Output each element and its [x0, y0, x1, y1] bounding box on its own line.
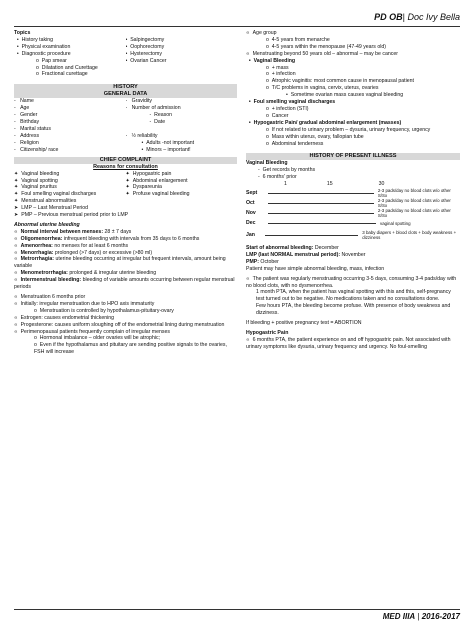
header-rule	[14, 26, 460, 27]
timeline-scale: 1 15 30	[284, 181, 385, 188]
hypo-item: o Abdominal tenderness	[266, 140, 324, 147]
cc-subtitle: Reasons for consultation	[93, 163, 158, 170]
right-column	[246, 30, 460, 351]
age-group: ∝ Age group	[246, 30, 277, 36]
topic-item: • Salpingectomy	[125, 36, 165, 43]
menstruating-note: ∝ Menstruating beyond 50 years old – abnormal – may be cancer	[246, 50, 398, 57]
pmp-definition: ➤ PMP – Previous menstrual period prior to LMP	[14, 212, 129, 219]
cc-item: ✦ Foul smelling vaginal discharges	[14, 191, 97, 198]
lmp-value: LMP (last NORMAL menstrual period): November	[246, 251, 366, 258]
case-line: 1 month PTA, when the patient has vaginal spotting with this and this, self-pregnancy test turned out to be negative. No medications taken and no consultations done.	[256, 289, 451, 303]
cc-grid	[14, 171, 237, 206]
hpi-banner: HISTORY OF PRESENT ILLNESS	[246, 153, 460, 160]
cc-item: ✦ Dyspareunia	[125, 184, 162, 191]
footer-course: MED IIIA	[382, 612, 416, 621]
footer-year: 2016-2017	[421, 612, 460, 621]
history-banner: HISTORY	[14, 84, 237, 91]
topic-item: • Hysterectomy	[125, 50, 162, 57]
timeline-row: Jan 3 baby diapers + blood clots + body weakness + dizziness	[246, 230, 457, 241]
foul-item: o Cancer	[266, 112, 289, 119]
topic-item: • Ovarian Cancer	[125, 57, 167, 64]
note-item: ∝ Menstruation 6 months prior	[14, 294, 86, 300]
cc-item: ✦ Vaginal bleeding	[14, 170, 60, 177]
lmp-definition: ➤ LMP – Last Menstrual Period	[14, 205, 89, 212]
patient-note: Patient may have simple abnormal bleeding, mass, infection	[246, 265, 385, 272]
cc-item: ✦ Profuse vaginal bleeding	[125, 191, 190, 198]
topic-item: • Oophorectomy	[125, 43, 165, 50]
aub-item: ∝ Intermenstrual bleeding: bleeding of variable amounts occurring between regular menstrual periods	[14, 277, 235, 291]
gd-item: - Number of admission	[125, 105, 181, 112]
gd-item: - Citizenship/ race	[14, 146, 59, 153]
topic-item: • Physical examination	[14, 43, 71, 50]
gd-item: - Gender	[14, 112, 38, 119]
aub-item: ∝ Metrorrhagia: uterine bleeding occurring at irregular but frequent intervals, amount being variable	[14, 256, 226, 270]
gd-item: - Age	[14, 105, 30, 112]
cc-item: ✦ Menstrual abnormalities	[14, 198, 77, 205]
timeline-row: Dec vaginal spotting	[246, 219, 411, 226]
aub-item: ∝ Menorrhagia: prolonged (>7 days) or excessive (>80 ml)	[14, 249, 153, 256]
page-header: PD OB| Doc Ivy Bella	[374, 12, 460, 22]
aub-item: ∝ Oligomenorrhea: infrequent bleeding with intervals from 35 days to 6 months	[14, 235, 200, 242]
general-data-grid	[14, 98, 237, 153]
gd-item: - Gravidity	[125, 98, 153, 105]
gd-item: - Birthday	[14, 119, 40, 126]
hypo-item: o If not related to urinary problem – dysuria, urinary frequency, urgency	[266, 126, 431, 133]
hp-title: Hypogastric Pain	[246, 330, 289, 336]
pmp-value: PMP: October	[246, 258, 279, 265]
aub-item: ∝ Menometrorrhagia: prolonged & irregular uterine bleeding	[14, 270, 157, 277]
abortion-rule: If bleeding + positive pregnancy test = ABORTION	[246, 320, 362, 327]
gd-item: - Address	[14, 132, 40, 139]
topics-grid	[14, 37, 237, 78]
topics-label: Topics	[14, 30, 31, 36]
gd-item: - Religion	[14, 139, 39, 146]
note-item: ∝ Progesterone: causes uniform sloughing off of the endometrial lining during menstruation	[14, 321, 225, 328]
chief-complaint-banner: CHIEF COMPLAINT	[14, 157, 237, 164]
cc-item: ✦ Vaginal spotting	[14, 177, 58, 184]
vb2-title: Vaginal Bleeding	[246, 160, 288, 167]
note-item: ∝ Estrogen: causes endometrial thickening	[14, 314, 115, 321]
timeline-row: Sept 2-3 pads/day no blood clots w/o other S/Sx	[246, 188, 451, 199]
gd-item: - ½ reliability	[125, 132, 158, 139]
age-item: o 4-5 years within the menopause (47-49 years old)	[266, 43, 386, 50]
note-subitem: o Menstruation is controlled by hypothalamus-pituitary-ovary	[34, 307, 174, 314]
timeline-row: Oct 2-3 pads/day no blood clots w/o other S/Sx	[246, 198, 451, 209]
foul-title: • Foul smelling vaginal discharges	[246, 99, 336, 106]
note-subitem: o Hormonal imbalance – older ovaries will be atrophic;	[34, 335, 161, 342]
note-item: ∝ Perimenopausal patients frequently complain of irregular menses	[14, 328, 170, 335]
gd-item: - Name	[14, 98, 34, 105]
page-footer: MED IIIA | 2016-2017	[382, 612, 460, 621]
cc-item: ✦ Vaginal pruritus	[14, 184, 57, 191]
header-author: Doc Ivy Bella	[407, 12, 460, 22]
aub-item: ∝ Amenorrhea: no menses for at least 6 months	[14, 242, 129, 249]
vb-item: o + infection	[266, 71, 296, 78]
gd-subitem: • Minors – important!	[141, 146, 191, 153]
note-subitem: o Even if the hypothalamus and pituitary are sending positive signals to the ovaries, FSH will increase	[34, 342, 227, 356]
aub-title: Abnormal uterine bleeding	[14, 221, 80, 228]
case-line: ∝ The patient was regularly menstruating occurring 3-5 days, consuming 3-4 pads/day with no blood clots, with no dysmenorrhea.	[246, 275, 457, 289]
hypo-title: • Hypogastric Pain/ gradual abdominal enlargement (masses)	[246, 119, 402, 126]
footer-rule	[14, 609, 460, 610]
gd-subitem: • Adults -not important	[141, 139, 195, 146]
header-title: PD OB	[374, 12, 403, 22]
left-column	[14, 30, 237, 356]
gd-subitem: - Reason	[149, 112, 173, 119]
timeline-row: Nov 2-3 pads/day no blood clots w/o other S/Sx	[246, 208, 451, 219]
topic-item: • History taking	[14, 36, 54, 43]
vb-subitem: • Sometime ovarian mass causes vaginal bleeding	[286, 92, 404, 99]
gd-item: - Marital status	[14, 125, 51, 132]
age-item: o 4-5 years from menarche	[266, 36, 330, 43]
gd-subitem: - Date	[149, 119, 166, 126]
topic-subitem: o Pap smear	[36, 57, 67, 64]
note-item: ∝ Initially: irregular menstruation due to HPO axis immaturity	[14, 300, 155, 307]
hp-text: ∝ 6 months PTA, the patient experience on and off hypogastric pain. Not associated with urinary symptoms like dysuria, urinary frequency and urgency. No foul-smelling	[246, 336, 451, 350]
general-data-banner: GENERAL DATA	[14, 91, 237, 98]
cc-item: ✦ Abdominal enlargement	[125, 177, 188, 184]
hypo-item: o Mass within uterus, ovary, fallopian tube	[266, 133, 364, 140]
foul-item: o + infection (STI)	[266, 105, 309, 112]
vb-item: o + mass	[266, 64, 289, 71]
topic-subitem: o Dilatation and Curettage	[36, 64, 98, 71]
vb-item: o Atrophic vaginitis: most common cause in menopausal patient	[266, 78, 414, 85]
vb2-item: - 6 months' prior	[258, 174, 297, 181]
topic-item: • Diagnostic procedure	[14, 50, 71, 57]
topic-subitem: o Fractional curettage	[36, 71, 88, 78]
aub-item: ∝ Normal interval between menses: 28 ± 7 days	[14, 228, 132, 235]
start-bleeding: Start of abnormal bleeding: December	[246, 245, 339, 252]
case-line: Few hours PTA, the bleeding become profuse. With presence of body weakness and dizziness.	[256, 303, 451, 317]
vb2-item: - Get records by months	[258, 167, 316, 174]
vb-title: • Vaginal Bleeding	[246, 57, 296, 64]
vb-item: o T/C problems in vagina, cervix, uterus, ovaries	[266, 85, 379, 92]
cc-item: ✦ Hypogastric pain	[125, 170, 172, 177]
